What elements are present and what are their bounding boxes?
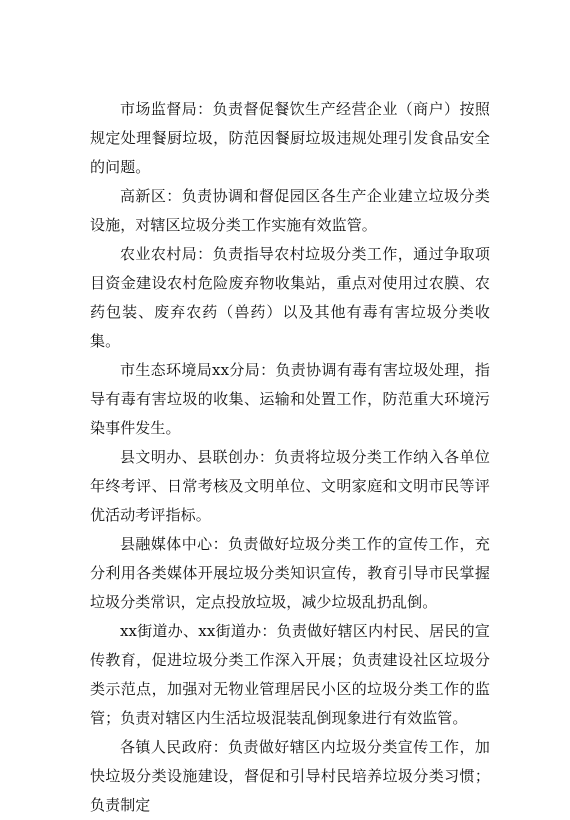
paragraph-agriculture-bureau: 农业农村局：负责指导农村垃圾分类工作，通过争取项目资金建设农村危险废弃物收集站，重点对使用过农膜、农药包装、废弃农药（兽药）以及其他有毒有害垃圾分类收集。: [90, 245, 490, 350]
document-body: [90, 95, 490, 820]
paragraph-street-offices: xx街道办、xx街道办：负责做好辖区内村民、居民的宣传教育，促进垃圾分类工作深入开展；负责建设社区垃圾分类示范点，加强对无物业管理居民小区的垃圾分类工作的监管；负责对辖区内生活垃圾混装乱倒现象进行有效监管。: [90, 622, 490, 727]
paragraph-market-supervision: 市场监督局：负责督促餐饮生产经营企业（商户）按照规定处理餐厨垃圾，防范因餐厨垃圾违规处理引发食品安全的问题。: [90, 100, 490, 176]
paragraph-ecology-environment: 市生态环境局xx分局：负责协调有毒有害垃圾处理，指导有毒有害垃圾的收集、运输和处置工作，防范重大环境污染事件发生。: [90, 361, 490, 437]
paragraph-media-center: 县融媒体中心：负责做好垃圾分类工作的宣传工作，充分利用各类媒体开展垃圾分类知识宣传，教育引导市民掌握垃圾分类常识，定点投放垃圾，减少垃圾乱扔乱倒。: [90, 535, 490, 611]
paragraph-town-governments: 各镇人民政府：负责做好辖区内垃圾分类宣传工作，加快垃圾分类设施建设，督促和引导村民培养垃圾分类习惯；负责制定: [90, 738, 490, 814]
paragraph-high-tech-zone: 高新区：负责协调和督促园区各生产企业建立垃圾分类设施，对辖区垃圾分类工作实施有效监管。: [90, 187, 490, 234]
paragraph-civilization-office: 县文明办、县联创办：负责将垃圾分类工作纳入各单位年终考评、日常考核及文明单位、文明家庭和文明市民等评优活动考评指标。: [90, 448, 490, 524]
